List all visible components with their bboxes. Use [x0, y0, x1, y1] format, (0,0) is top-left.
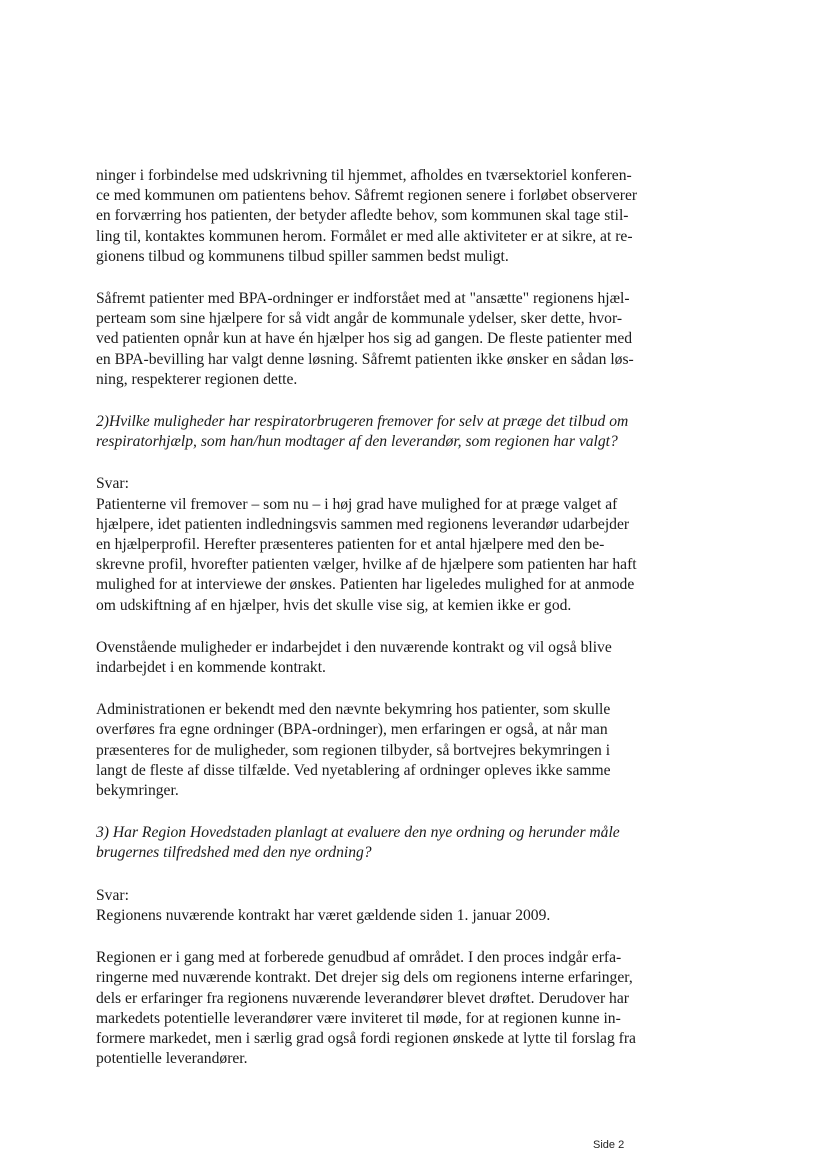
text-line: indarbejdet i en kommende kontrakt.	[96, 659, 326, 677]
text-line: Såfremt patienter med BPA-ordninger er indforstået med at "ansætte" regionens hjæl-	[96, 290, 630, 308]
question-line: respiratorhjælp, som han/hun modtager af den leverandør, som regionen har valgt?	[96, 433, 618, 451]
question-line: brugernes tilfredshed med den nye ordning?	[96, 844, 372, 862]
text-line: Regionens nuværende kontrakt har været gældende siden 1. januar 2009.	[96, 906, 551, 924]
answer-label: Svar:	[96, 886, 129, 904]
text-line: en BPA-bevilling har valgt denne løsning. Såfremt patienten ikke ønsker en sådan løs-	[96, 350, 634, 368]
text-line: præsenteres for de muligheder, som regionen tilbyder, så bortvejres bekymringen i	[96, 741, 611, 759]
text-line: skrevne profil, hvorefter patienten vælger, hvilke af de hjælpere som patienten har haft	[96, 556, 637, 574]
page-number: Side 2	[593, 1139, 625, 1151]
text-line: ved patienten opnår kun at have én hjælper hos sig ad gangen. De fleste patienter med	[96, 330, 633, 348]
text-line: mulighed for at interviewe der ønskes. Patienten har ligeledes mulighed for at anmode	[96, 576, 635, 594]
text-line: langt de fleste af disse tilfælde. Ved nyetablering af ordninger opleves ikke samme	[96, 761, 611, 779]
text-line: perteam som sine hjælpere for så vidt angår de kommunale ydelser, sker dette, hvor-	[96, 310, 623, 328]
text-line: Ovenstående muligheder er indarbejdet i den nuværende kontrakt og vil også blive	[96, 638, 612, 656]
text-line: ce med kommunen om patientens behov. Såfremt regionen senere i forløbet observerer	[96, 187, 638, 205]
answer-label: Svar:	[96, 475, 129, 493]
paragraph-administration-concern	[96, 700, 640, 801]
text-line: Regionen er i gang med at forberede genudbud af området. I den proces indgår erfa-	[96, 949, 622, 967]
text-line: ning, respekterer regionen dette.	[96, 370, 298, 388]
text-line: Administrationen er bekendt med den nævnte bekymring hos patienter, som skulle	[96, 701, 611, 719]
text-line: en hjælperprofil. Herefter præsenteres patienten for et antal hjælpere med den be-	[96, 536, 605, 554]
text-line: om udskiftning af en hjælper, hvis det skulle vise sig, at kemien ikke er god.	[96, 596, 572, 614]
paragraph-bpa-ordninger	[96, 289, 640, 390]
text-line: hjælpere, idet patienten indledningsvis sammen med regionens leverandør udarbejder	[96, 515, 630, 533]
text-line: ninger i forbindelse med udskrivning til hjemmet, afholdes en tværsektoriel konferen-	[96, 167, 632, 184]
text-line: Patienterne vil fremover – som nu – i høj grad have mulighed for at præge valget af	[96, 495, 618, 513]
answer-3	[96, 886, 640, 926]
text-line: bekymringer.	[96, 782, 179, 800]
question-2	[96, 412, 640, 452]
document-body	[96, 166, 640, 1069]
text-line: ringerne med nuværende kontrakt. Det drejer sig dels om regionens interne erfaringer,	[96, 969, 633, 987]
question-line: 2)Hvilke muligheder har respiratorbrugeren fremover for selv at præge det tilbud om	[96, 413, 629, 431]
text-line: en forværring hos patienten, der betyder afledte behov, som kommunen skal tage stil-	[96, 207, 629, 225]
paragraph-contract-options	[96, 638, 640, 678]
text-line: potentielle leverandører.	[96, 1050, 248, 1068]
text-line: dels er erfaringer fra regionens nuværende leverandører blevet drøftet. Derudover har	[96, 989, 629, 1007]
text-line: gionens tilbud og kommunens tilbud spiller sammen bedst muligt.	[96, 247, 509, 265]
paragraph-genudbud	[96, 948, 640, 1069]
question-3	[96, 823, 640, 863]
text-line: overføres fra egne ordninger (BPA-ordninger), men erfaringen er også, at når man	[96, 721, 608, 739]
text-line: markedets potentielle leverandører være inviteret til møde, for at regionen kunne in-	[96, 1009, 621, 1027]
answer-2	[96, 474, 640, 615]
question-line: 3) Har Region Hovedstaden planlagt at evaluere den nye ordning og herunder måle	[96, 824, 620, 842]
paragraph-discharge-conference	[96, 166, 640, 267]
text-line: formere markedet, men i særlig grad også fordi regionen ønskede at lytte til forslag fra	[96, 1029, 636, 1047]
text-line: ling til, kontaktes kommunen herom. Formålet er med alle aktiviteter er at sikre, at re-	[96, 227, 633, 245]
